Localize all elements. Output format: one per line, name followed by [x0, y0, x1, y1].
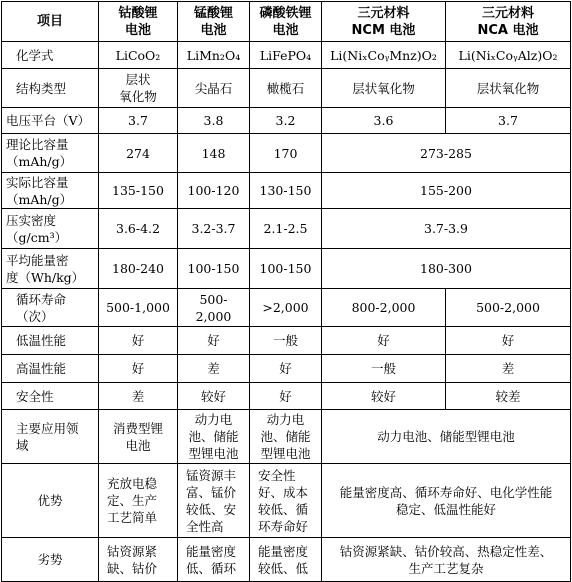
cell-voltage-ncm: 3.6: [322, 108, 446, 134]
cell-advantages-licoo2: 充放电稳 定、生产 工艺简单: [99, 464, 178, 538]
cell-voltage-limn2o4: 3.8: [178, 108, 250, 134]
cell-formula-licoo2: LiCoO₂: [99, 42, 178, 69]
cell-cycle-life-limn2o4: 500-2,000: [178, 289, 250, 327]
header-row: [2, 2, 571, 42]
cell-voltage-nca: 3.7: [446, 108, 571, 134]
label-application: 主要应用领 域: [2, 410, 99, 464]
label-advantages: 优势: [2, 464, 99, 538]
header-nca: 三元材料 NCA 电池: [446, 2, 571, 42]
cell-application-ternary: 动力电池、储能型锂电池: [322, 410, 571, 464]
header-item: 项目: [2, 2, 99, 42]
cell-disadvantages-ternary: 钴资源紧缺、钴价较高、热稳定性差、 生产工艺复杂: [322, 538, 571, 582]
cell-application-limn2o4: 动力电 池、储能 型锂电池: [178, 410, 250, 464]
cell-formula-lifepo4: LiFePO₄: [250, 42, 322, 69]
cell-cycle-life-licoo2: 500-1,000: [99, 289, 178, 327]
cell-high-temp-limn2o4: 差: [178, 355, 250, 383]
row-structure: [2, 69, 571, 108]
cell-cycle-life-nca: 500-2,000: [446, 289, 571, 327]
row-safety: [2, 383, 571, 410]
row-formula: [2, 42, 571, 69]
row-voltage: [2, 108, 571, 134]
cell-safety-ncm: 较好: [322, 383, 446, 410]
cell-advantages-limn2o4: 锰资源丰 富、锰价 较低、安 全性高: [178, 464, 250, 538]
cell-low-temp-nca: 好: [446, 327, 571, 355]
cell-structure-ncm: 层状氧化物: [322, 69, 446, 108]
label-cycle-life: 循环寿命 （次）: [2, 289, 99, 327]
cell-safety-lifepo4: 好: [250, 383, 322, 410]
cell-compaction-density-ternary: 3.7-3.9: [322, 209, 571, 249]
cell-theoretical-capacity-licoo2: 274: [99, 134, 178, 173]
row-low-temp: [2, 327, 571, 355]
row-cycle-life: [2, 289, 571, 327]
cell-formula-nca: Li(NiₓCoᵧAlz)O₂: [446, 42, 571, 69]
cell-structure-licoo2: 层状 氧化物: [99, 69, 178, 108]
cell-structure-nca: 层状氧化物: [446, 69, 571, 108]
cell-safety-licoo2: 差: [99, 383, 178, 410]
row-disadvantages: [2, 538, 571, 582]
header-licoo2: 钴酸锂 电池: [99, 2, 178, 42]
cell-low-temp-lifepo4: 一般: [250, 327, 322, 355]
cell-high-temp-ncm: 一般: [322, 355, 446, 383]
cell-compaction-density-lifepo4: 2.1-2.5: [250, 209, 322, 249]
cell-cycle-life-lifepo4: >2,000: [250, 289, 322, 327]
label-high-temp: 高温性能: [2, 355, 99, 383]
cell-safety-nca: 较差: [446, 383, 571, 410]
header-lifepo4: 磷酸铁锂 电池: [250, 2, 322, 42]
cell-formula-limn2o4: LiMn₂O₄: [178, 42, 250, 69]
cell-energy-density-lifepo4: 100-150: [250, 249, 322, 289]
cell-low-temp-limn2o4: 好: [178, 327, 250, 355]
cell-structure-lifepo4: 橄榄石: [250, 69, 322, 108]
cell-energy-density-licoo2: 180-240: [99, 249, 178, 289]
cell-disadvantages-limn2o4: 能量密度 低、循环: [178, 538, 250, 582]
label-low-temp: 低温性能: [2, 327, 99, 355]
cell-voltage-licoo2: 3.7: [99, 108, 178, 134]
cell-low-temp-ncm: 好: [322, 327, 446, 355]
row-energy-density: [2, 249, 571, 289]
cell-high-temp-nca: 差: [446, 355, 571, 383]
row-high-temp: [2, 355, 571, 383]
row-application: [2, 410, 571, 464]
label-formula: 化学式: [2, 42, 99, 69]
battery-comparison-table: [1, 1, 571, 582]
label-energy-density: 平均能量密 度（Wh/kg）: [2, 249, 99, 289]
cell-disadvantages-lifepo4: 能量密度 较低、低: [250, 538, 322, 582]
cell-voltage-lifepo4: 3.2: [250, 108, 322, 134]
label-actual-capacity: 实际比容量 （mAh/g）: [2, 173, 99, 209]
cell-low-temp-licoo2: 好: [99, 327, 178, 355]
cell-compaction-density-limn2o4: 3.2-3.7: [178, 209, 250, 249]
cell-application-licoo2: 消费型锂 电池: [99, 410, 178, 464]
cell-advantages-ternary: 能量密度高、循环寿命好、电化学性能 稳定、低温性能好: [322, 464, 571, 538]
label-safety: 安全性: [2, 383, 99, 410]
row-advantages: [2, 464, 571, 538]
header-ncm: 三元材料 NCM 电池: [322, 2, 446, 42]
cell-advantages-lifepo4: 安全性 好、成本 较低、循 环寿命好: [250, 464, 322, 538]
cell-actual-capacity-lifepo4: 130-150: [250, 173, 322, 209]
cell-safety-limn2o4: 较好: [178, 383, 250, 410]
row-actual-capacity: [2, 173, 571, 209]
cell-theoretical-capacity-limn2o4: 148: [178, 134, 250, 173]
cell-energy-density-limn2o4: 100-150: [178, 249, 250, 289]
cell-formula-ncm: Li(NiₓCoᵧMnz)O₂: [322, 42, 446, 69]
cell-theoretical-capacity-lifepo4: 170: [250, 134, 322, 173]
row-theoretical-capacity: [2, 134, 571, 173]
cell-energy-density-ternary: 180-300: [322, 249, 571, 289]
cell-high-temp-lifepo4: 好: [250, 355, 322, 383]
cell-actual-capacity-limn2o4: 100-120: [178, 173, 250, 209]
cell-application-lifepo4: 动力电 池、储能 型锂电池: [250, 410, 322, 464]
header-limn2o4: 锰酸锂 电池: [178, 2, 250, 42]
label-structure: 结构类型: [2, 69, 99, 108]
cell-structure-limn2o4: 尖晶石: [178, 69, 250, 108]
cell-compaction-density-licoo2: 3.6-4.2: [99, 209, 178, 249]
cell-actual-capacity-licoo2: 135-150: [99, 173, 178, 209]
cell-disadvantages-licoo2: 钴资源紧 缺、钴价: [99, 538, 178, 582]
label-theoretical-capacity: 理论比容量 （mAh/g）: [2, 134, 99, 173]
cell-high-temp-licoo2: 好: [99, 355, 178, 383]
row-compaction-density: [2, 209, 571, 249]
cell-cycle-life-ncm: 800-2,000: [322, 289, 446, 327]
label-voltage: 电压平台（V）: [2, 108, 99, 134]
label-compaction-density: 压实密度 （g/cm³）: [2, 209, 99, 249]
label-disadvantages: 劣势: [2, 538, 99, 582]
cell-theoretical-capacity-ternary: 273-285: [322, 134, 571, 173]
cell-actual-capacity-ternary: 155-200: [322, 173, 571, 209]
